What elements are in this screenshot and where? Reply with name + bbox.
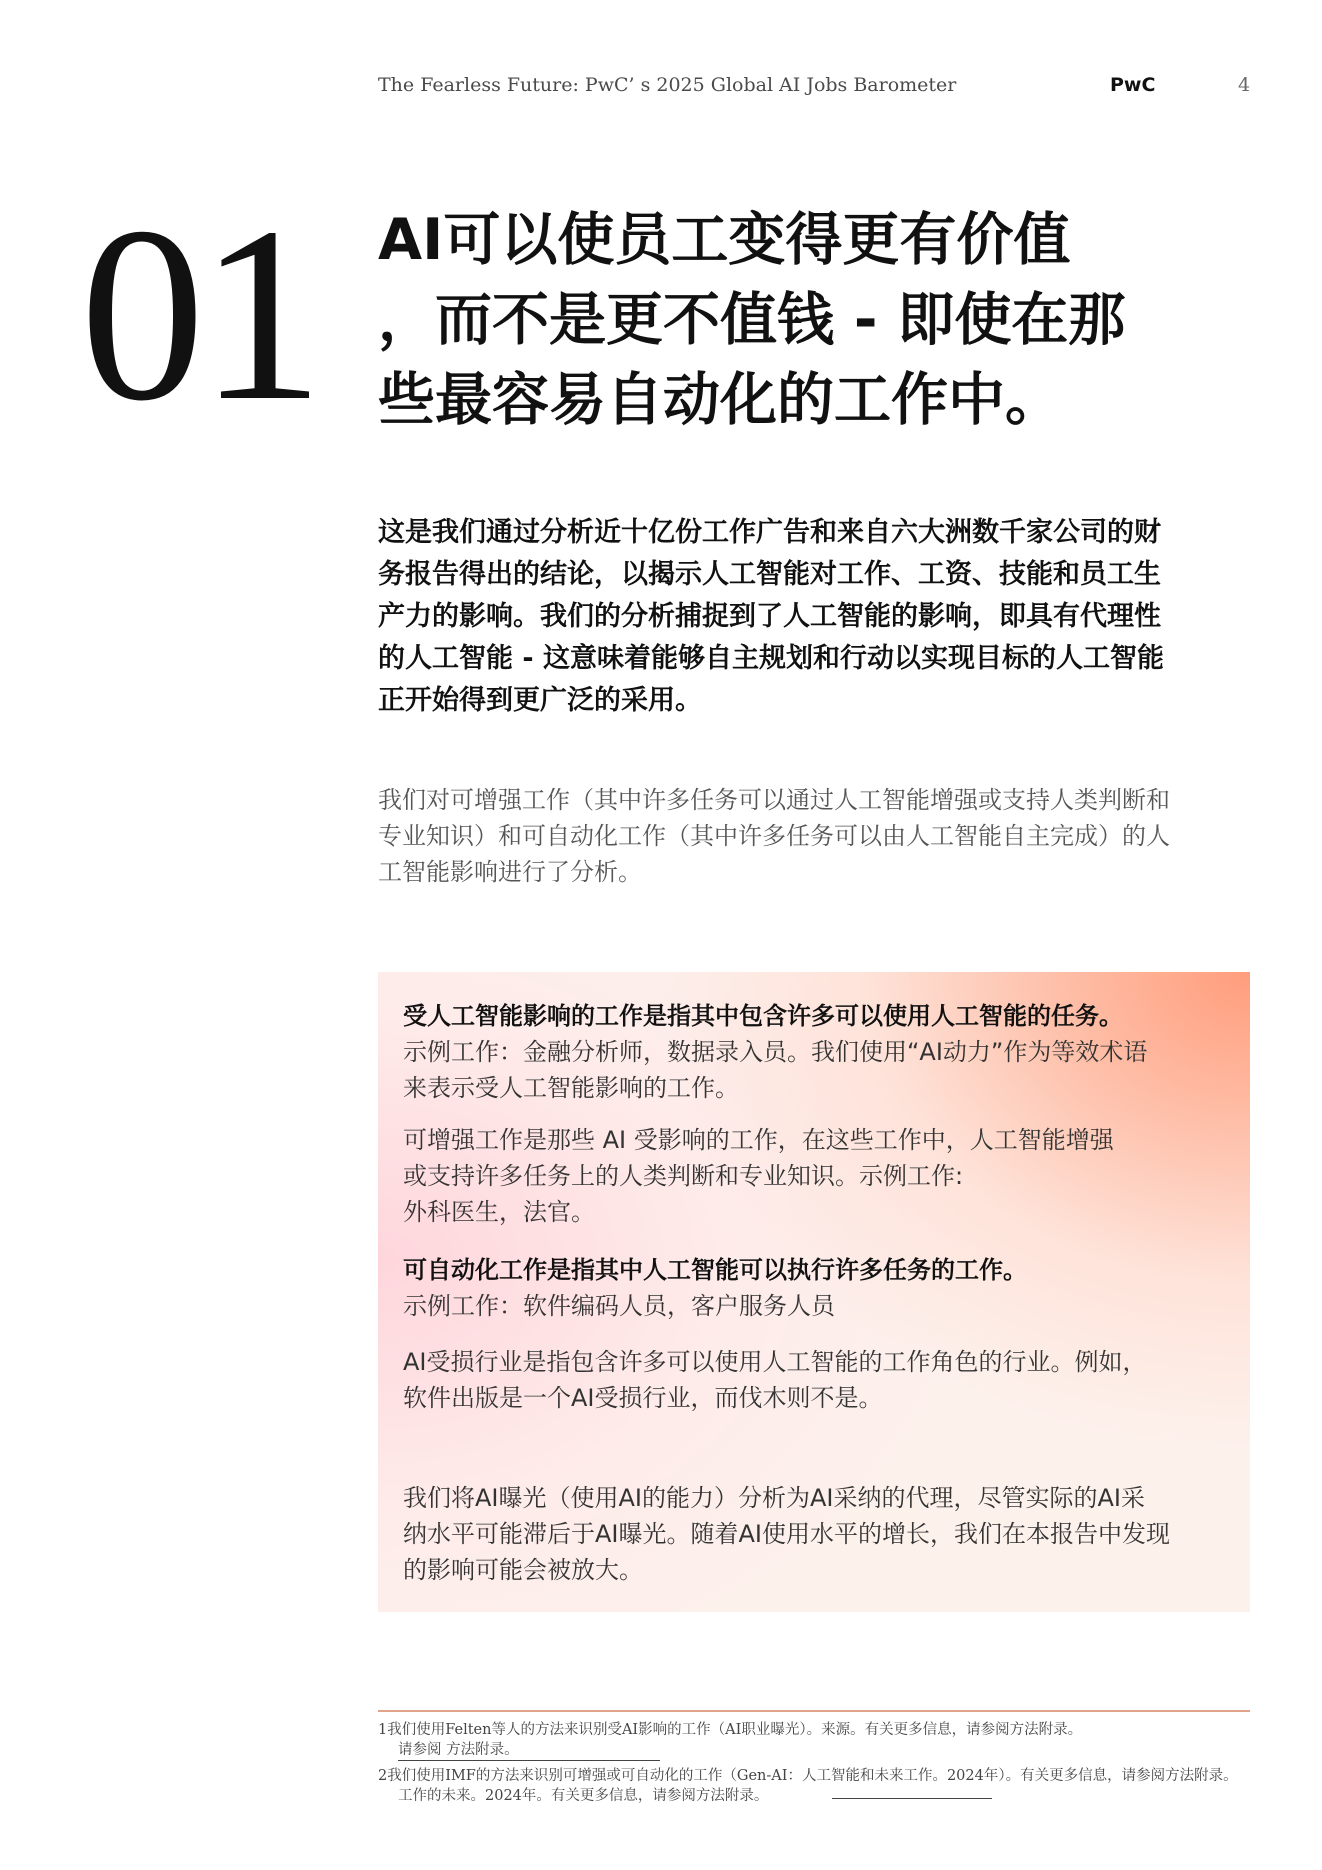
lead-paragraph	[378, 512, 1258, 722]
footnote-2	[378, 1766, 1298, 1806]
chapter-number: 01	[80, 176, 318, 453]
definition-line: 或支持许多任务上的人类判断和专业知识。示例工作:	[403, 1162, 964, 1190]
lead-line: 的人工智能 - 这意味着能够自主规划和行动以实现目标的人工智能	[378, 643, 1165, 674]
report-title: The Fearless Future: PwC’ s 2025 Global AI Jobs Barometer	[378, 74, 957, 96]
definition-line: AI受损行业是指包含许多可以使用人工智能的工作角色的行业。例如，	[403, 1348, 1147, 1376]
headline-line: 些最容易自动化的工作中。	[378, 367, 1062, 433]
definition-heading: 可自动化工作是指其中人工智能可以执行许多任务的工作。	[403, 1256, 1027, 1284]
intro-line: 我们对可增强工作（其中许多任务可以通过人工智能增强或支持人类判断和	[378, 786, 1170, 814]
definition-line: 的影响可能会被放大。	[403, 1556, 643, 1584]
definition-line: 示例工作：金融分析师，数据录入员。我们使用“AI动力”作为等效术语	[403, 1038, 1148, 1066]
ai-exposed-definition	[403, 998, 1233, 1106]
definition-line: 我们将AI曝光（使用AI的能力）分析为AI采纳的代理，尽管实际的AI采	[403, 1484, 1145, 1512]
headline-line: ，而不是更不值钱 - 即使在那	[378, 287, 1126, 353]
chapter-headline	[378, 200, 1138, 440]
definition-line: 示例工作：软件编码人员，客户服务人员	[403, 1292, 835, 1320]
intro-paragraph	[378, 782, 1258, 890]
footnote-underline	[398, 1760, 660, 1761]
headline-line: AI可以使员工变得更有价值	[378, 207, 1071, 273]
lead-line: 正开始得到更广泛的采用。	[378, 685, 702, 716]
definition-line: 可增强工作是那些 AI 受影响的工作，在这些工作中，人工智能增强	[403, 1126, 1114, 1154]
lead-line: 产力的影响。我们的分析捕捉到了人工智能的影响，即具有代理性	[378, 601, 1161, 632]
definition-line: 来表示受人工智能影响的工作。	[403, 1074, 739, 1102]
lead-line: 这是我们通过分析近十亿份工作广告和来自六大洲数千家公司的财	[378, 517, 1161, 548]
definition-line: 外科医生，法官。	[403, 1198, 595, 1226]
page-number: 4	[1238, 74, 1251, 96]
definition-heading: 受人工智能影响的工作是指其中包含许多可以使用人工智能的任务。	[403, 1002, 1123, 1030]
definition-line: 软件出版是一个AI受损行业，而伐木则不是。	[403, 1384, 883, 1412]
footnote-divider	[378, 1710, 1250, 1712]
footnote-underline	[832, 1798, 992, 1799]
augmentable-definition	[403, 1122, 1233, 1230]
proxy-note	[403, 1480, 1233, 1588]
intro-line: 工智能影响进行了分析。	[378, 858, 642, 886]
brand-logo-text: PwC	[1110, 74, 1156, 96]
footnote-text: 请参阅 方法附录。	[398, 1742, 519, 1758]
footnote-1	[378, 1720, 1298, 1760]
lead-line: 务报告得出的结论，以揭示人工智能对工作、工资、技能和员工生	[378, 559, 1161, 590]
ai-exposed-industry-definition	[403, 1344, 1233, 1416]
intro-line: 专业知识）和可自动化工作（其中许多任务可以由人工智能自主完成）的人	[378, 822, 1170, 850]
definitions-box	[378, 972, 1250, 1612]
footnote-text: 2我们使用IMF的方法来识别可增强或可自动化的工作（Gen-AI：人工智能和未来工作。2024年）。有关更多信息，请参阅方法附录。	[378, 1768, 1238, 1784]
definition-line: 纳水平可能滞后于AI曝光。随着AI使用水平的增长，我们在本报告中发现	[403, 1520, 1170, 1548]
footnote-text: 1我们使用Felten等人的方法来识别受AI影响的工作（AI职业曝光）。来源。有关更多信息，请参阅方法附录。	[378, 1722, 1083, 1738]
footnote-text: 工作的未来。2024年。有关更多信息，请参阅方法附录。	[398, 1788, 769, 1804]
automatable-definition	[403, 1252, 1233, 1324]
